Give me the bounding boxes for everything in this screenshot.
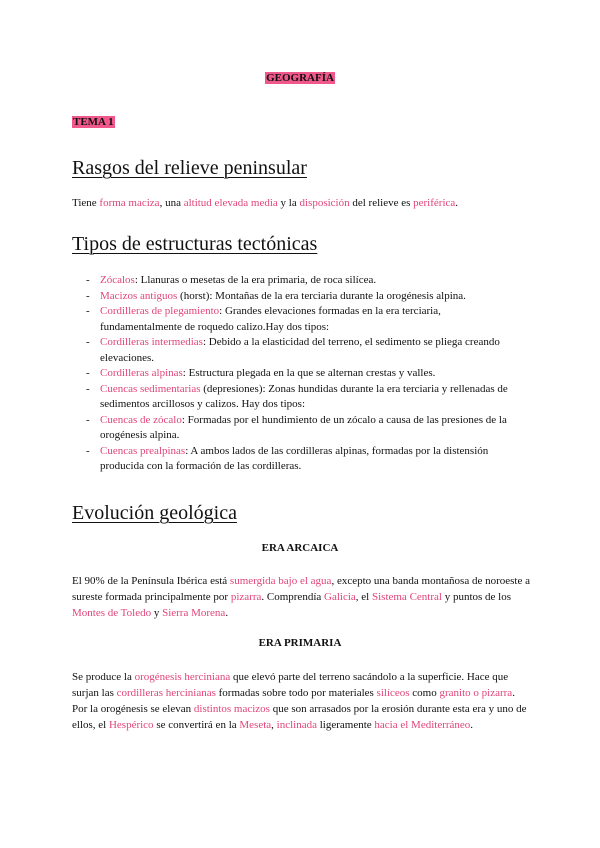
bullet-dash: - [86,444,90,457]
text-run: , una [159,197,184,209]
text-run: , [271,719,277,731]
title-highlight: GEOGRAFÍA [266,72,334,84]
text-run: ligeramente [316,719,375,731]
highlighted-term: Sierra Morena [162,607,226,619]
highlighted-term: Cordilleras de plegamiento [100,305,220,317]
highlighted-term: Cuencas prealpinas [100,444,186,457]
list-item [72,382,517,413]
text-run: y puntos de los [441,591,512,603]
bullet-dash: - [86,289,90,302]
text-run: Tiene [72,197,100,209]
highlighted-term: Sistema Central [371,591,442,603]
highlighted-term: Cuencas de zócalo [100,413,182,426]
text-run: : Llanuras o mesetas de la era primaria, de roca silícea. [134,274,377,286]
text-run: . [470,719,474,731]
highlighted-term: silíceos [376,687,410,699]
highlighted-term: Galicia [324,591,356,603]
bullet-dash: - [86,305,90,317]
text-run: formadas sobre todo por materiales [215,687,377,699]
highlighted-term: hacia el Mediterráneo [374,719,471,731]
era-arcaica-paragraph [72,573,530,621]
list-item [72,444,517,475]
text-run: . [455,197,459,209]
highlighted-term: Hespérico [108,719,154,731]
highlighted-term: periférica [413,197,456,209]
text-run: y [151,607,163,619]
text-run: (horst): Montañas de la era terciaria durante la orogénesis alpina. [177,289,466,302]
text-run: que son arrasados por la erosión durante esta era y uno de ellos, el [72,703,527,731]
text-run: del relieve es [349,197,414,209]
highlighted-term: Cuencas sedimentarias [100,382,201,395]
text-run: : Debido a la elasticidad del terreno, el sedimento se pliega creando elevaciones. [100,336,500,364]
tema-highlight: TEMA 1 [73,116,114,128]
highlighted-term: orogénesis herciniana [134,671,231,683]
highlighted-term: sumergida bajo el agua [229,575,332,587]
text-run: : Estructura plegada en la que se alternan crestas y valles. [182,367,436,379]
highlighted-term: Cordilleras intermedias [100,336,203,348]
text-run: : Formadas por el hundimiento de un zócalo a causa de las presiones de la orogénesis alpina. [100,413,507,441]
text-run: : Grandes elevaciones formadas en la era terciaria, fundamentalmente de roquedo calizo.Hay dos tipos: [100,305,441,333]
bullet-dash: - [86,367,90,379]
highlighted-term: Meseta [239,719,272,731]
highlighted-term: Montes de Toledo [72,607,152,619]
text-run: . Por la orogénesis se elevan [72,687,515,715]
highlighted-term: disposición [299,197,350,209]
text-run: . Comprendía [261,591,325,603]
list-item [72,366,517,382]
text-run: y la [277,197,300,209]
text-run: , el [355,591,372,603]
era-primaria-paragraph [72,669,530,733]
highlighted-term: altitud elevada media [183,197,278,209]
text-run: se convertirá en la [153,719,240,731]
highlighted-term: Cordilleras alpinas [100,367,183,379]
rasgos-paragraph [72,195,530,211]
highlighted-term: distintos macizos [193,703,270,715]
list-item [72,289,517,305]
highlighted-term: granito o pizarra [439,687,513,699]
tema-label [72,116,115,128]
heading-rasgos: Rasgos del relieve peninsular [72,157,307,179]
text-run: . [225,607,229,619]
highlighted-term: forma maciza [99,197,160,209]
list-item [72,413,517,444]
text-run: que elevó parte del terreno sacándolo a la superficie. Hace que surjan las [72,671,509,699]
text-run: (depresiones): Zonas hundidas durante la era terciaria y rellenadas de sedimentos arcillosos y calizos. Hay dos tipos: [100,382,508,410]
text-run: como [409,687,440,699]
document-title [0,72,600,84]
bullet-dash: - [86,274,90,286]
text-run: Se produce la [72,671,135,683]
tipos-list [72,273,517,475]
text-run: : A ambos lados de las cordilleras alpinas, formadas por la distensión producida con la formación de las cordilleras. [100,444,489,472]
era-arcaica-title: ERA ARCAICA [261,542,339,554]
list-item [72,273,517,289]
era-primaria-title: ERA PRIMARIA [258,637,342,649]
highlighted-term: Zócalos [100,274,135,286]
bullet-dash: - [86,336,90,348]
text-run: El 90% de la Península Ibérica está [72,575,230,587]
list-item [72,304,517,335]
highlighted-term: pizarra [230,591,262,603]
bullet-dash: - [86,413,90,426]
highlighted-term: cordilleras hercinianas [116,687,216,699]
text-run: , excepto una banda montañosa de noroeste a sureste formada principalmente por [72,575,530,603]
heading-evolucion: Evolución geológica [72,502,237,524]
highlighted-term: Macizos antiguos [100,289,178,302]
bullet-dash: - [86,382,90,395]
heading-tipos: Tipos de estructuras tectónicas [72,233,318,255]
highlighted-term: inclinada [276,719,317,731]
list-item [72,335,517,366]
